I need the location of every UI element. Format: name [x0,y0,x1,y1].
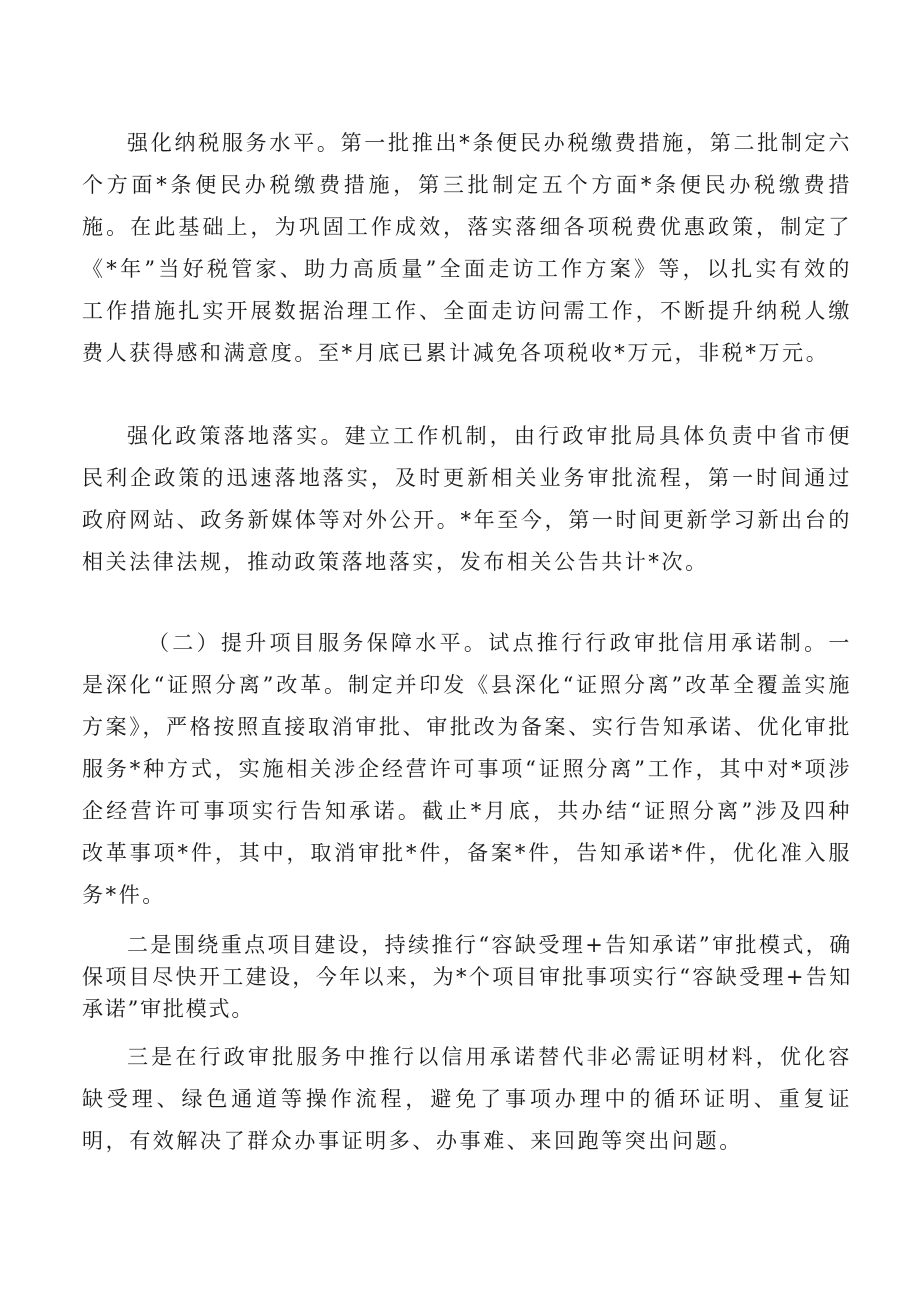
paragraph-tax-service: 强化纳税服务水平。第一批推出*条便民办税缴费措施，第二批制定六个方面*条便民办税缴费措施，第三批制定五个方面*条便民办税缴费措施。在此基础上，为巩固工作成效，落实落细各项税费优惠政策，制定了《*年”当好税管家、助力高质量”全面走访工作方案》等，以扎实有效的工作措施扎实开展数据治理工作、全面走访问需工作，不断提升纳税人缴费人获得感和满意度。至*月底已累计减免各项税收*万元，非税*万元。 [82,131,852,365]
paragraph-credit-commitment: 三是在行政审批服务中推行以信用承诺替代非必需证明材料，优化容缺受理、绿色通道等操作流程，避免了事项办理中的循环证明、重复证明，有效解决了群众办事证明多、办事难、来回跑等突出问题。 [82,1045,852,1153]
paragraph-key-projects: 二是围绕重点项目建设，持续推行“容缺受理+告知承诺”审批模式，确保项目尽快开工建设，今年以来，为*个项目审批事项实行“容缺受理+告知承诺”审批模式。 [82,933,852,1021]
paragraph-project-service: （二）提升项目服务保障水平。试点推行行政审批信用承诺制。一是深化“证照分离”改革。制定并印发《县深化“证照分离”改革全覆盖实施方案》，严格按照直接取消审批、审批改为备案、实行告知承诺、优化审批服务*种方式，实施相关涉企经营许可事项“证照分离”工作，其中对*项涉企经营许可事项实行告知承诺。截止*月底，共办结“证照分离”涉及四种改革事项*件，其中，取消审批*件，备案*件，告知承诺*件，优化准入服务*件。 [82,631,852,907]
paragraph-policy-implementation: 强化政策落地落实。建立工作机制，由行政审批局具体负责中省市便民利企政策的迅速落地落实，及时更新相关业务审批流程，第一时间通过政府网站、政务新媒体等对外公开。*年至今，第一时间更新学习新出台的相关法律法规，推动政策落地落实，发布相关公告共计*次。 [82,424,852,574]
